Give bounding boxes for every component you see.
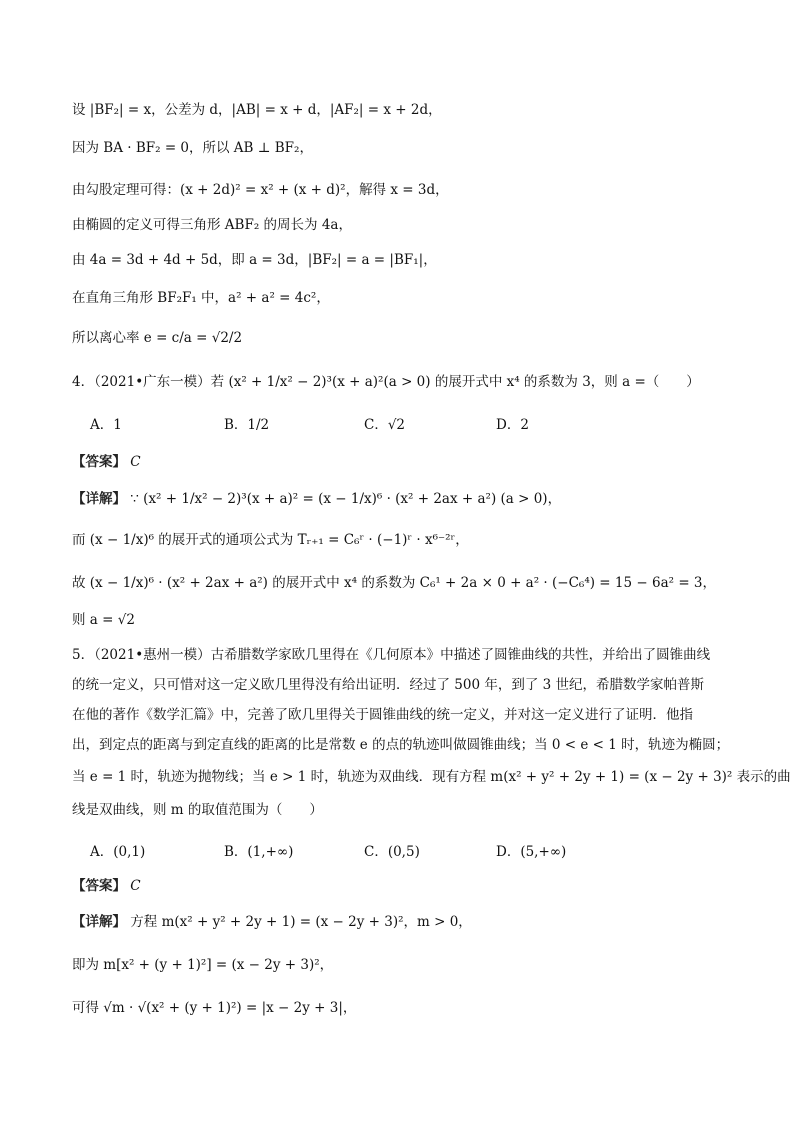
detail-line: 可得 √m · √(x² + (y + 1)²) = |x − 2y + 3|， xyxy=(72,1000,357,1016)
question-5-stem: 出，到定点的距离与到定直线的距离的比是常数 e 的点的轨迹叫做圆锥曲线；当 0 < e < 1 时，轨迹为椭圆； xyxy=(72,737,730,753)
detail-line: 即为 m[x² + (y + 1)²] = (x − 2y + 3)²， xyxy=(72,957,334,973)
choice-d: D．(5,+∞) xyxy=(496,844,567,860)
answer-row xyxy=(72,876,141,896)
choice-c: C．√2 xyxy=(364,417,406,433)
question-5-stem: 的统一定义，只可惜对这一定义欧几里得没有给出证明．经过了 500 年，到了 3 世纪，希腊数学家帕普斯 xyxy=(72,677,705,693)
detail-row xyxy=(72,912,472,932)
question-4-stem: 4．（2021•广东一模）若 (x² + 1/x² − 2)³(x + a)²(a > 0) 的展开式中 x⁴ 的系数为 3，则 a =（ ） xyxy=(72,374,700,390)
solution-line: 所以离心率 e = c/a = √2/2 xyxy=(72,330,243,346)
answer-label: 【答案】 xyxy=(72,454,126,470)
choice-b: B．1/2 xyxy=(224,417,270,433)
detail-line: 则 a = √2 xyxy=(72,612,135,628)
solution-line: 设 |BF₂| = x，公差为 d，|AB| = x + d，|AF₂| = x + 2d， xyxy=(72,102,442,118)
choice-b: B．(1,+∞) xyxy=(224,844,294,860)
solution-line: 由勾股定理可得：(x + 2d)² = x² + (x + d)²，解得 x = 3d， xyxy=(72,182,449,198)
question-5-stem: 在他的著作《数学汇篇》中，完善了欧几里得关于圆锥曲线的统一定义，并对这一定义进行了证明．他指 xyxy=(72,707,693,723)
detail-label: 【详解】 xyxy=(72,491,126,507)
question-5-choices xyxy=(90,840,730,864)
solution-line: 由 4a = 3d + 4d + 5d，即 a = 3d，|BF₂| = a = |BF₁|， xyxy=(72,252,437,268)
answer-row xyxy=(72,452,141,472)
solution-line: 因为 BA · BF₂ = 0，所以 AB ⊥ BF₂， xyxy=(72,140,313,156)
answer-value: C xyxy=(130,878,141,894)
detail-line: 而 (x − 1/x)⁶ 的展开式的通项公式为 Tᵣ₊₁ = C₆ʳ · (−1)ʳ · x⁶⁻²ʳ， xyxy=(72,532,469,548)
detail-label: 【详解】 xyxy=(72,914,126,930)
choice-c: C．(0,5) xyxy=(364,844,420,860)
answer-value: C xyxy=(130,454,141,470)
question-5-stem: 当 e = 1 时，轨迹为抛物线；当 e > 1 时，轨迹为双曲线．现有方程 m(x² + y² + 2y + 1) = (x − 2y + 3)² 表示的曲 xyxy=(72,769,791,785)
choice-d: D．2 xyxy=(496,417,529,433)
answer-label: 【答案】 xyxy=(72,878,126,894)
question-5-stem: 线是双曲线，则 m 的取值范围为（ ） xyxy=(72,802,323,818)
detail-line: ∵ (x² + 1/x² − 2)³(x + a)² = (x − 1/x)⁶ · (x² + 2ax + a²) (a > 0)， xyxy=(130,491,562,507)
choice-a: A．1 xyxy=(90,417,122,433)
choice-a: A．(0,1) xyxy=(90,844,146,860)
question-5-stem: 5．（2021•惠州一模）古希腊数学家欧几里得在《几何原本》中描述了圆锥曲线的共性，并给出了圆锥曲线 xyxy=(72,647,711,663)
question-4-choices xyxy=(90,413,730,437)
solution-line: 在直角三角形 BF₂F₁ 中，a² + a² = 4c²， xyxy=(72,290,330,306)
detail-row xyxy=(72,489,561,509)
solution-line: 由椭圆的定义可得三角形 ABF₂ 的周长为 4a， xyxy=(72,217,352,233)
detail-line: 故 (x − 1/x)⁶ · (x² + 2ax + a²) 的展开式中 x⁴ 的系数为 C₆¹ + 2a × 0 + a² · (−C₆⁴) = 15 − 6a² = 3， xyxy=(72,575,717,591)
detail-line: 方程 m(x² + y² + 2y + 1) = (x − 2y + 3)²，m > 0， xyxy=(130,914,472,930)
